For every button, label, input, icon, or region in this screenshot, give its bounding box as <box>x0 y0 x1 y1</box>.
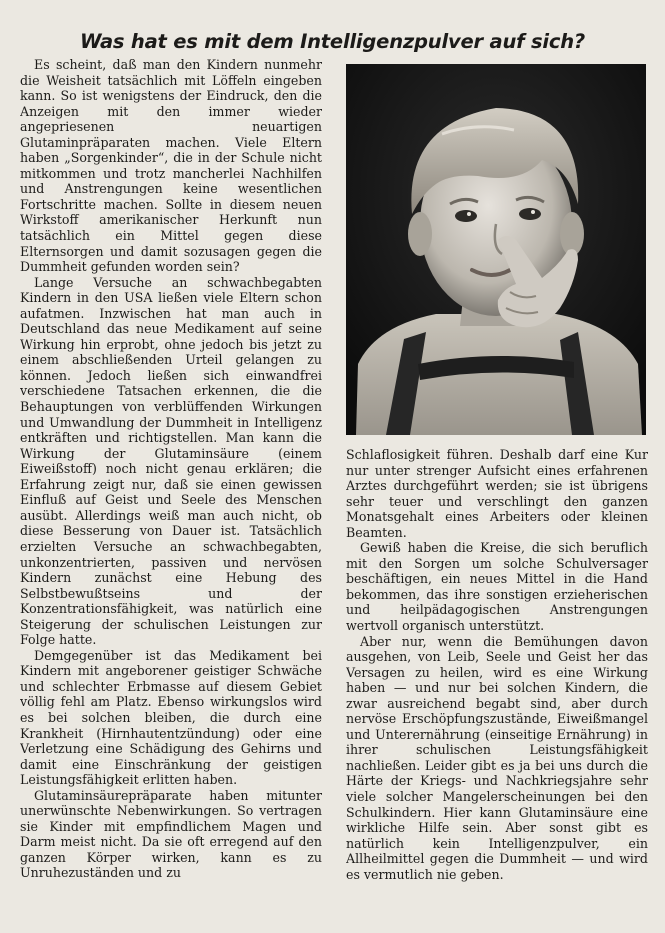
child-photo-illustration <box>346 64 646 435</box>
article-right-column <box>346 447 648 917</box>
article-left-column <box>20 57 322 917</box>
paragraph: Es scheint, daß man den Kindern nunmehr die Weisheit tatsächlich mit Löffeln eingeben kann. So ist wenigstens der Eindruck, den die Anzeigen mit den immer wieder angepriesenen neuartigen Glutaminpräparaten machen. Viele Eltern haben „Sorgenkinder“, die in der Schule nicht mitkommen und trotz mancherlei Nachhilfen und Anstrengungen keine wesentlichen Fortschritte machen. Sollte in diesem neuen Wirkstoff amerikanischer Herkunft nun tatsächlich ein Mittel gegen diese Elternsorgen und damit sozusagen gegen die Dummheit gefunden worden sein? <box>20 57 322 275</box>
paragraph: Schlaflosigkeit führen. Deshalb darf eine Kur nur unter strenger Aufsicht eines erfahrenen Arztes durchgeführt werden; sie ist übrigens sehr teuer und verschlingt den ganzen Monatsgehalt eines Arbeiters oder kleinen Beamten. <box>346 447 648 540</box>
paragraph: Lange Versuche an schwachbegabten Kindern in den USA ließen viele Eltern schon aufatmen. Inzwischen hat man auch in Deutschland das neue Medikament auf seine Wirkung hin erprobt, ohne jedoch bis jetzt zu einem abschließenden Urteil gelangen zu können. Jedoch ließen sich einwandfrei verschiedene Tatsachen erkennen, die die Behauptungen von verblüffenden Wirkungen und Umwandlung der Dummheit in Intelligenz entkräften und richtigstellen. Man kann die Wirkung der Glutaminsäure (einem Eiweißstoff) noch nicht genau erklären; die Erfahrung zeigt nur, daß sie einen gewissen Einfluß auf Geist und Seele des Menschen ausübt. Allerdings weiß man auch nicht, ob diese Besserung von Dauer ist. Tatsächlich erzielten Versuche an schwachbegabten, unkonzentrierten, passiven und nervösen Kindern zunächst eine Hebung des Selbstbewußtseins und der Konzentrationsfähigkeit, was natürlich eine Steigerung der schulischen Leistungen zur Folge hatte. <box>20 274 322 648</box>
child-photo <box>346 64 646 435</box>
paragraph: Demgegenüber ist das Medikament bei Kindern mit angeborener geistiger Schwäche und schlechter Erbmasse auf diesem Gebiet völlig fehl am Platz. Ebenso wirkungslos wird es bei solchen bleiben, die durch eine Krankheit (Hirnhautentzündung) oder eine Verletzung eine Schädigung des Gehirns und damit eine Einschränkung der geistigen Leistungsfähigkeit erlitten haben. <box>20 647 322 788</box>
paragraph: Aber nur, wenn die Bemühungen davon ausgehen, von Leib, Seele und Geist her das Versagen zu heilen, wird es eine Wirkung haben — und nur bei solchen Kindern, die zwar ausreichend begabt sind, aber durch nervöse Erschöpfungszustände, Eiweißmangel und Unterernährung (einseitige Ernährung) in ihrer schulischen Leistungsfähigkeit nachließen. Leider gibt es ja bei uns durch die Härte der Kriegs- und Nachkriegsjahre sehr viele solcher Mangelerscheinungen bei den Schulkindern. Hier kann Glutaminsäure eine wirkliche Hilfe sein. Aber sonst gibt es natürlich kein Intelligenzpulver, ein Allheilmittel gegen die Dummheit — und wird es vermutlich nie geben. <box>346 633 648 882</box>
paragraph: Gewiß haben die Kreise, die sich beruflich mit den Sorgen um solche Schulversager beschäftigen, ein neues Mittel in die Hand bekommen, das ihre sonstigen erzieherischen und heilpädagogischen Anstrengungen wertvoll organisch unterstützt. <box>346 540 648 634</box>
paragraph: Glutaminsäurepräparate haben mitunter unerwünschte Nebenwirkungen. So vertragen sie Kinder mit empfindlichem Magen und Darm meist nicht. Da sie oft erregend auf den ganzen Körper wirken, kann es zu Unruhezuständen und zu <box>20 787 322 881</box>
article-title: Was hat es mit dem Intelligenzpulver auf sich? <box>79 30 586 53</box>
